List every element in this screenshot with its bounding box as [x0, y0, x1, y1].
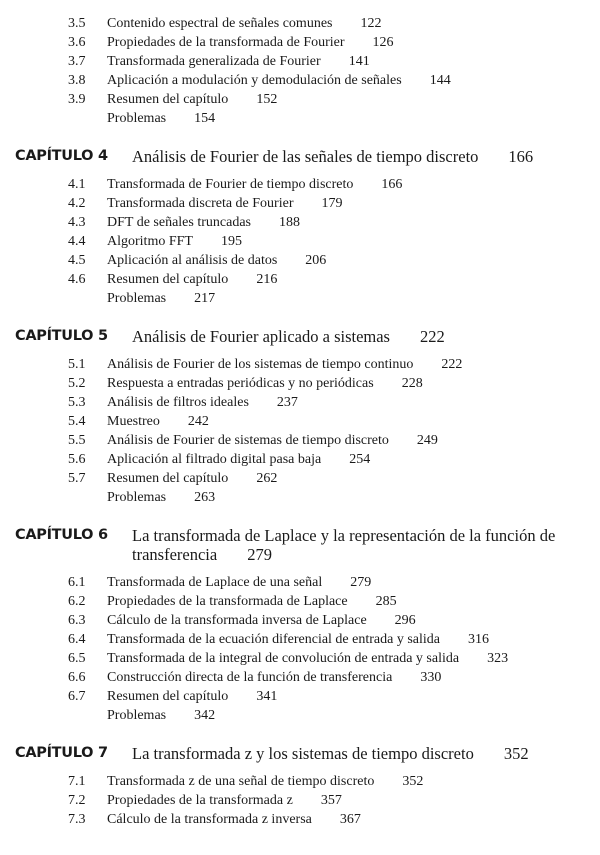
chapter-heading[interactable]: [0, 327, 600, 346]
section-page-number: 242: [187, 414, 209, 429]
toc-entry[interactable]: [0, 630, 600, 649]
section-number: 4.3: [68, 215, 86, 230]
toc-entry[interactable]: [0, 412, 600, 431]
toc-entry[interactable]: [0, 175, 600, 194]
chapter-page-number: 352: [503, 744, 529, 763]
toc-entry[interactable]: [0, 431, 600, 450]
toc-entry[interactable]: [0, 90, 600, 109]
section-number: 5.6: [68, 452, 86, 467]
section-number: 5.3: [68, 395, 86, 410]
chapter-title-line: [132, 744, 600, 763]
toc-entry[interactable]: [0, 232, 600, 251]
section-title-line: [107, 592, 397, 611]
section-page-number: 263: [194, 490, 216, 505]
chapter-title: La transformada de Laplace y la representación de la función de transferencia: [132, 526, 556, 564]
section-title-line: [107, 374, 423, 393]
toc-entry[interactable]: [0, 270, 600, 289]
section-number: 6.1: [68, 575, 86, 590]
section-title: Análisis de Fourier de sistemas de tiempo discreto: [107, 433, 389, 448]
table-of-contents: [0, 14, 600, 829]
section-title: Transformada z de una señal de tiempo discreto: [107, 774, 375, 789]
toc-entry[interactable]: [0, 289, 600, 308]
section-page-number: 367: [339, 812, 361, 827]
section-number: 4.6: [68, 272, 86, 287]
toc-entry[interactable]: [0, 251, 600, 270]
section-page-number: 249: [416, 433, 438, 448]
section-title-line: [107, 706, 215, 725]
section-page-number: 262: [256, 471, 278, 486]
section-title-line: [107, 450, 370, 469]
section-page-number: 296: [394, 613, 416, 628]
section-title: Transformada generalizada de Fourier: [107, 54, 321, 69]
section-title: Problemas: [107, 111, 167, 126]
section-number: 6.3: [68, 613, 86, 628]
section-number: 7.2: [68, 793, 86, 808]
toc-entry[interactable]: [0, 706, 600, 725]
chapter-heading[interactable]: [0, 744, 600, 763]
section-title: Problemas: [107, 490, 167, 505]
chapter-page-number: 279: [247, 545, 272, 564]
section-title-line: [107, 630, 489, 649]
section-number: 3.9: [68, 92, 86, 107]
section-page-number: 341: [256, 689, 278, 704]
section-title: Algoritmo FFT: [107, 234, 193, 249]
section-title-line: [107, 251, 326, 270]
section-title-line: [107, 772, 423, 791]
chapter-label: CAPÍTULO 7: [15, 745, 108, 761]
toc-entry[interactable]: [0, 488, 600, 507]
section-title-line: [107, 33, 394, 52]
section-title-line: [107, 109, 215, 128]
toc-entry[interactable]: [0, 772, 600, 791]
section-title: Aplicación a modulación y demodulación de señales: [107, 73, 402, 88]
section-title: Contenido espectral de señales comunes: [107, 16, 333, 31]
section-number: 6.6: [68, 670, 86, 685]
section-title: Resumen del capítulo: [107, 471, 229, 486]
section-page-number: 254: [349, 452, 371, 467]
toc-entry[interactable]: [0, 393, 600, 412]
section-number: 3.5: [68, 16, 86, 31]
section-title: Transformada de la integral de convolución de entrada y salida: [107, 651, 460, 666]
chapter-label: CAPÍTULO 6: [15, 527, 108, 543]
section-title: Construcción directa de la función de transferencia: [107, 670, 393, 685]
section-title: Transformada discreta de Fourier: [107, 196, 294, 211]
section-title: Muestreo: [107, 414, 160, 429]
section-title: Transformada de Laplace de una señal: [107, 575, 323, 590]
section-title-line: [107, 194, 342, 213]
section-title: Propiedades de la transformada de Laplace: [107, 594, 348, 609]
section-title-line: [107, 431, 438, 450]
section-title-line: [107, 488, 215, 507]
section-title-line: [107, 175, 402, 194]
section-page-number: 144: [429, 73, 451, 88]
section-title-line: [107, 412, 209, 431]
section-number: 4.4: [68, 234, 86, 249]
section-number: 3.7: [68, 54, 86, 69]
toc-entry[interactable]: [0, 71, 600, 90]
section-title-line: [107, 289, 215, 308]
section-page-number: 179: [321, 196, 343, 211]
section-number: 3.8: [68, 73, 86, 88]
toc-entry[interactable]: [0, 592, 600, 611]
section-page-number: 279: [350, 575, 372, 590]
toc-entry[interactable]: [0, 668, 600, 687]
section-title-line: [107, 232, 242, 251]
section-number: 5.1: [68, 357, 86, 372]
section-title-line: [107, 668, 441, 687]
chapter-title-line: [132, 327, 600, 346]
toc-entry[interactable]: [0, 687, 600, 706]
section-title: Problemas: [107, 708, 167, 723]
section-page-number: 206: [305, 253, 327, 268]
section-page-number: 122: [360, 16, 382, 31]
section-title: Propiedades de la transformada de Fourier: [107, 35, 345, 50]
section-page-number: 152: [256, 92, 278, 107]
toc-entry[interactable]: [0, 573, 600, 592]
section-title-line: [107, 469, 277, 488]
toc-entry[interactable]: [0, 14, 600, 33]
section-title-line: [107, 393, 298, 412]
chapter-page-number: 222: [419, 327, 445, 346]
section-number: 5.2: [68, 376, 86, 391]
section-page-number: 154: [194, 111, 216, 126]
section-page-number: 357: [320, 793, 342, 808]
toc-entry[interactable]: [0, 450, 600, 469]
toc-entry[interactable]: [0, 374, 600, 393]
section-title-line: [107, 213, 300, 232]
section-title: Problemas: [107, 291, 167, 306]
section-number: 6.4: [68, 632, 86, 647]
section-number: 7.1: [68, 774, 86, 789]
toc-entry[interactable]: [0, 33, 600, 52]
section-number: 4.1: [68, 177, 86, 192]
section-number: 4.2: [68, 196, 86, 211]
section-number: 7.3: [68, 812, 86, 827]
toc-entry[interactable]: [0, 213, 600, 232]
toc-entry[interactable]: [0, 52, 600, 71]
section-title: Cálculo de la transformada inversa de Laplace: [107, 613, 367, 628]
section-page-number: 222: [441, 357, 463, 372]
section-title: DFT de señales truncadas: [107, 215, 251, 230]
chapter-page-number: 166: [508, 147, 534, 166]
section-title-line: [107, 355, 462, 374]
section-number: 6.2: [68, 594, 86, 609]
section-number: 6.7: [68, 689, 86, 704]
section-title-line: [107, 649, 508, 668]
chapter-title: La transformada z y los sistemas de tiempo discreto: [132, 744, 474, 763]
toc-entry[interactable]: [0, 194, 600, 213]
section-page-number: 216: [256, 272, 278, 287]
section-number: 5.7: [68, 471, 86, 486]
section-number: 5.5: [68, 433, 86, 448]
section-title: Aplicación al análisis de datos: [107, 253, 278, 268]
section-title-line: [107, 791, 342, 810]
section-title-line: [107, 810, 361, 829]
section-page-number: 323: [487, 651, 509, 666]
section-title-line: [107, 270, 277, 289]
section-title: Propiedades de la transformada z: [107, 793, 293, 808]
section-title: Transformada de Fourier de tiempo discreto: [107, 177, 354, 192]
section-title: Resumen del capítulo: [107, 689, 229, 704]
toc-entry[interactable]: [0, 611, 600, 630]
toc-entry[interactable]: [0, 469, 600, 488]
section-title-line: [107, 71, 451, 90]
toc-entry[interactable]: [0, 810, 600, 829]
section-title: Aplicación al filtrado digital pasa baja: [107, 452, 322, 467]
section-page-number: 316: [468, 632, 489, 647]
section-page-number: 352: [402, 774, 424, 789]
chapter-title-line: [132, 147, 600, 166]
chapter-heading[interactable]: [0, 147, 600, 166]
section-page-number: 237: [276, 395, 298, 410]
chapter-label: CAPÍTULO 4: [15, 148, 108, 164]
section-page-number: 217: [194, 291, 216, 306]
section-title: Transformada de la ecuación diferencial de entrada y salida: [107, 632, 440, 647]
section-title: Resumen del capítulo: [107, 92, 229, 107]
section-page-number: 188: [278, 215, 300, 230]
section-title-line: [107, 573, 371, 592]
section-title-line: [107, 52, 370, 71]
chapter-heading[interactable]: [0, 526, 600, 564]
chapter-title: Análisis de Fourier de las señales de tiempo discreto: [132, 147, 479, 166]
section-page-number: 195: [220, 234, 242, 249]
toc-entry[interactable]: [0, 109, 600, 128]
section-page-number: 141: [348, 54, 370, 69]
section-page-number: 126: [372, 35, 394, 50]
section-title-line: [107, 14, 381, 33]
section-page-number: 330: [420, 670, 442, 685]
toc-entry[interactable]: [0, 791, 600, 810]
section-number: 4.5: [68, 253, 86, 268]
section-page-number: 228: [401, 376, 423, 391]
section-title: Respuesta a entradas periódicas y no periódicas: [107, 376, 374, 391]
chapter-title: Análisis de Fourier aplicado a sistemas: [132, 327, 390, 346]
section-page-number: 342: [194, 708, 216, 723]
section-title: Cálculo de la transformada z inversa: [107, 812, 312, 827]
section-title-line: [107, 687, 277, 706]
section-title-line: [107, 611, 416, 630]
section-number: 3.6: [68, 35, 86, 50]
section-number: 5.4: [68, 414, 86, 429]
section-page-number: 285: [375, 594, 397, 609]
toc-entry[interactable]: [0, 649, 600, 668]
section-title: Análisis de Fourier de los sistemas de tiempo continuo: [107, 357, 414, 372]
section-title-line: [107, 90, 277, 109]
section-title: Análisis de filtros ideales: [107, 395, 249, 410]
section-page-number: 166: [381, 177, 403, 192]
section-number: 6.5: [68, 651, 86, 666]
toc-entry[interactable]: [0, 355, 600, 374]
chapter-title-line: [132, 526, 600, 564]
section-title: Resumen del capítulo: [107, 272, 229, 287]
chapter-label: CAPÍTULO 5: [15, 328, 108, 344]
